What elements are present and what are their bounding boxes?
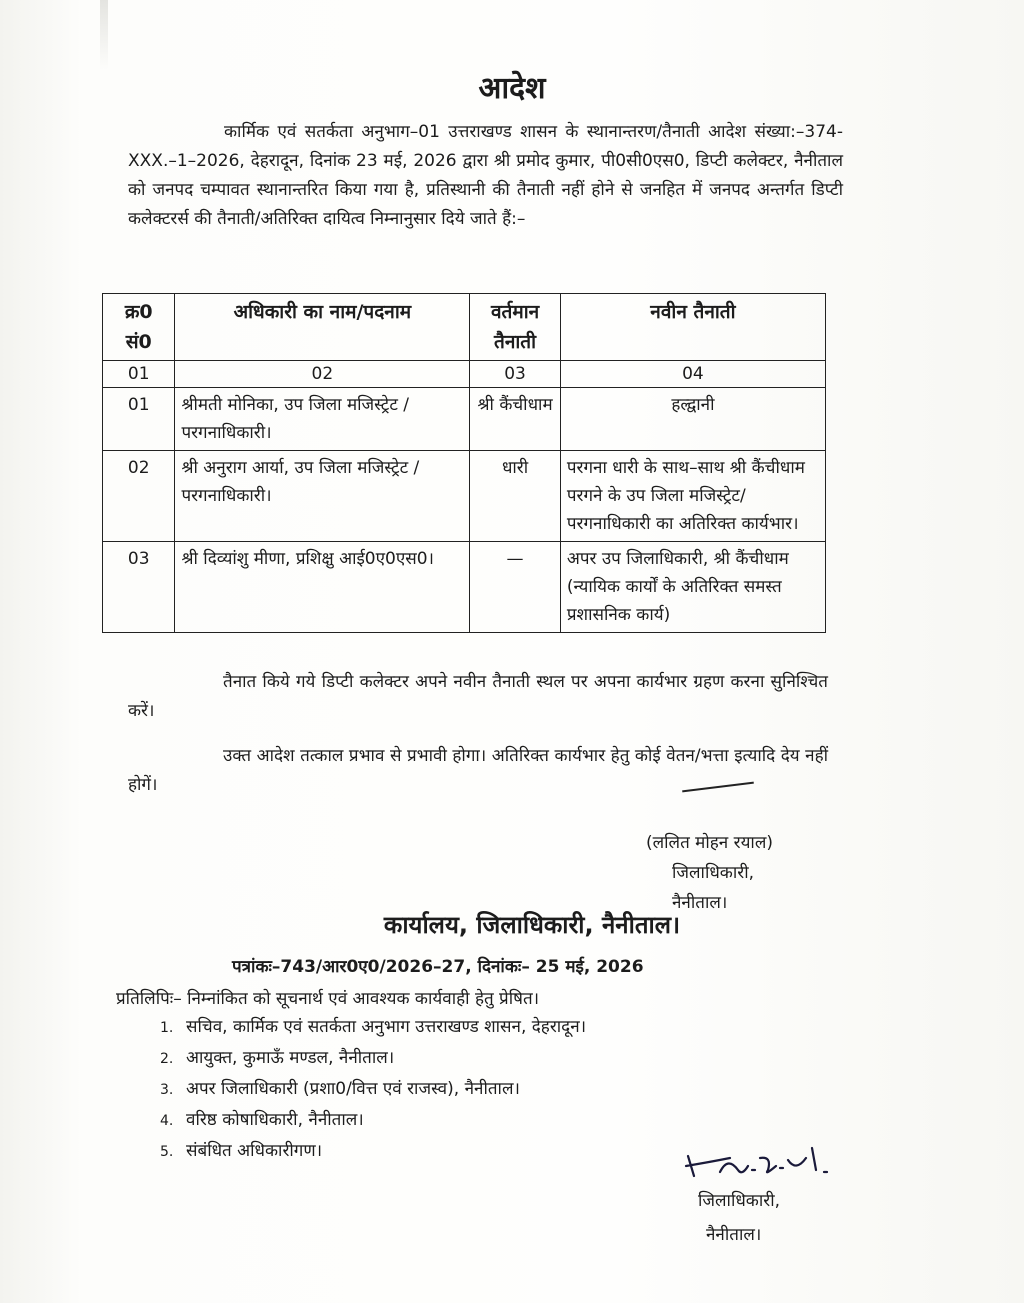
column-number-row	[103, 361, 826, 388]
header-new-posting: नवीन तैनाती	[560, 294, 825, 361]
header-officer: अधिकारी का नाम/पदनाम	[175, 294, 470, 361]
signatory-block	[646, 828, 773, 918]
serial-cell: 01	[103, 388, 175, 451]
list-number: 3.	[160, 1082, 174, 1098]
column-number: 01	[103, 361, 175, 388]
office-heading: कार्यालय, जिलाधिकारी, नैनीताल।	[383, 911, 681, 939]
list-item	[160, 1043, 586, 1074]
serial-cell: 02	[103, 451, 175, 542]
recipient-text: वरिष्ठ कोषाधिकारी, नैनीताल।	[186, 1110, 364, 1130]
serial-cell: 03	[103, 542, 175, 633]
intro-paragraph: कार्मिक एवं सतर्कता अनुभाग–01 उत्तराखण्ड शासन के स्थानान्तरण/तैनाती आदेश संख्या:–374-XXX.–1–2026, देहरादून, दिनांक 23 मई, 2026 द्वारा श्री प्रमोद कुमार, पी0सी0एस0, डिप्टी कलेक्टर, नैनीताल को जनपद चम्पावत स्थानान्तरित किया गया है, प्रतिस्थानी की तैनाती नहीं होने से जनहित में जनपद अन्तर्गत डिप्टी कलेक्टरर्स की तैनाती/अतिरिक्त दायित्व निम्नानुसार दिये जाते हैं:–	[128, 122, 843, 229]
order-title: आदेश	[478, 71, 546, 106]
current-posting-cell: श्री कैंचीधाम	[470, 388, 561, 451]
joining-instruction: तैनात किये गये डिप्टी कलेक्टर अपने नवीन तैनाती स्थल पर अपना कार्यभार ग्रहण करना सुनिश्चित करें।	[128, 672, 828, 721]
column-number: 02	[175, 361, 470, 388]
list-number: 5.	[160, 1144, 174, 1160]
table-header-row	[103, 294, 826, 361]
list-item	[160, 1012, 586, 1043]
letter-number: पत्रांकः–743/आर0ए0/2026–27, दिनांकः– 25 मई, 2026	[232, 957, 644, 977]
signatory-designation: जिलाधिकारी,	[672, 863, 755, 883]
list-number: 4.	[160, 1113, 174, 1129]
new-posting-cell: परगना धारी के साथ–साथ श्री कैंचीधाम परगने के उप जिला मजिस्ट्रेट/परगनाधिकारी का अतिरिक्त कार्यभार।	[560, 451, 825, 542]
officer-cell: श्री दिव्यांशु मीणा, प्रशिक्षु आई0ए0एस0।	[175, 542, 470, 633]
effect-note: उक्त आदेश तत्काल प्रभाव से प्रभावी होगा। अतिरिक्त कार्यभार हेतु कोई वेतन/भत्ता इत्यादि देय नहीं होगें।	[128, 746, 828, 795]
copy-to-label: प्रतिलिपिः– निम्नांकित को सूचनार्थ एवं आवश्यक कार्यवाही हेतु प्रेषित।	[116, 989, 540, 1009]
posting-table	[102, 293, 826, 633]
officer-cell: श्री अनुराग आर्या, उप जिला मजिस्ट्रेट /परगनाधिकारी।	[175, 451, 470, 542]
final-signatory-place: नैनीताल।	[706, 1225, 762, 1245]
list-item	[160, 1136, 586, 1167]
list-number: 2.	[160, 1051, 174, 1067]
list-item	[160, 1074, 586, 1105]
recipient-text: संबंधित अधिकारीगण।	[186, 1141, 323, 1161]
list-number: 1.	[160, 1020, 174, 1036]
table-row	[103, 542, 826, 633]
table-row	[103, 388, 826, 451]
table-row	[103, 451, 826, 542]
final-signatory-block	[698, 1184, 780, 1252]
list-item	[160, 1105, 586, 1136]
column-number: 03	[470, 361, 561, 388]
recipient-text: सचिव, कार्मिक एवं सतर्कता अनुभाग उत्तराखण्ड शासन, देहरादून।	[186, 1017, 587, 1037]
new-posting-cell: अपर उप जिलाधिकारी, श्री कैंचीधाम (न्यायिक कार्यों के अतिरिक्त समस्त प्रशासनिक कार्य)	[560, 542, 825, 633]
current-posting-cell: धारी	[470, 451, 561, 542]
signatory-place: नैनीताल।	[672, 893, 728, 913]
copy-recipient-list	[160, 1012, 586, 1167]
recipient-text: आयुक्त, कुमाऊँ मण्डल, नैनीताल।	[186, 1048, 395, 1068]
recipient-text: अपर जिलाधिकारी (प्रशा0/वित्त एवं राजस्व), नैनीताल।	[186, 1079, 520, 1099]
new-posting-cell: हल्द्वानी	[560, 388, 825, 451]
officer-cell: श्रीमती मोनिका, उप जिला मजिस्ट्रेट /परगनाधिकारी।	[175, 388, 470, 451]
current-posting-cell: —	[470, 542, 561, 633]
column-number: 04	[560, 361, 825, 388]
signatory-name: (ललित मोहन रयाल)	[646, 833, 773, 853]
header-current-posting: वर्तमान तैनाती	[470, 294, 561, 361]
header-serial: क्र0 सं0	[103, 294, 175, 361]
paper-fold-mark	[100, 0, 108, 70]
final-signatory-designation: जिलाधिकारी,	[698, 1191, 781, 1211]
